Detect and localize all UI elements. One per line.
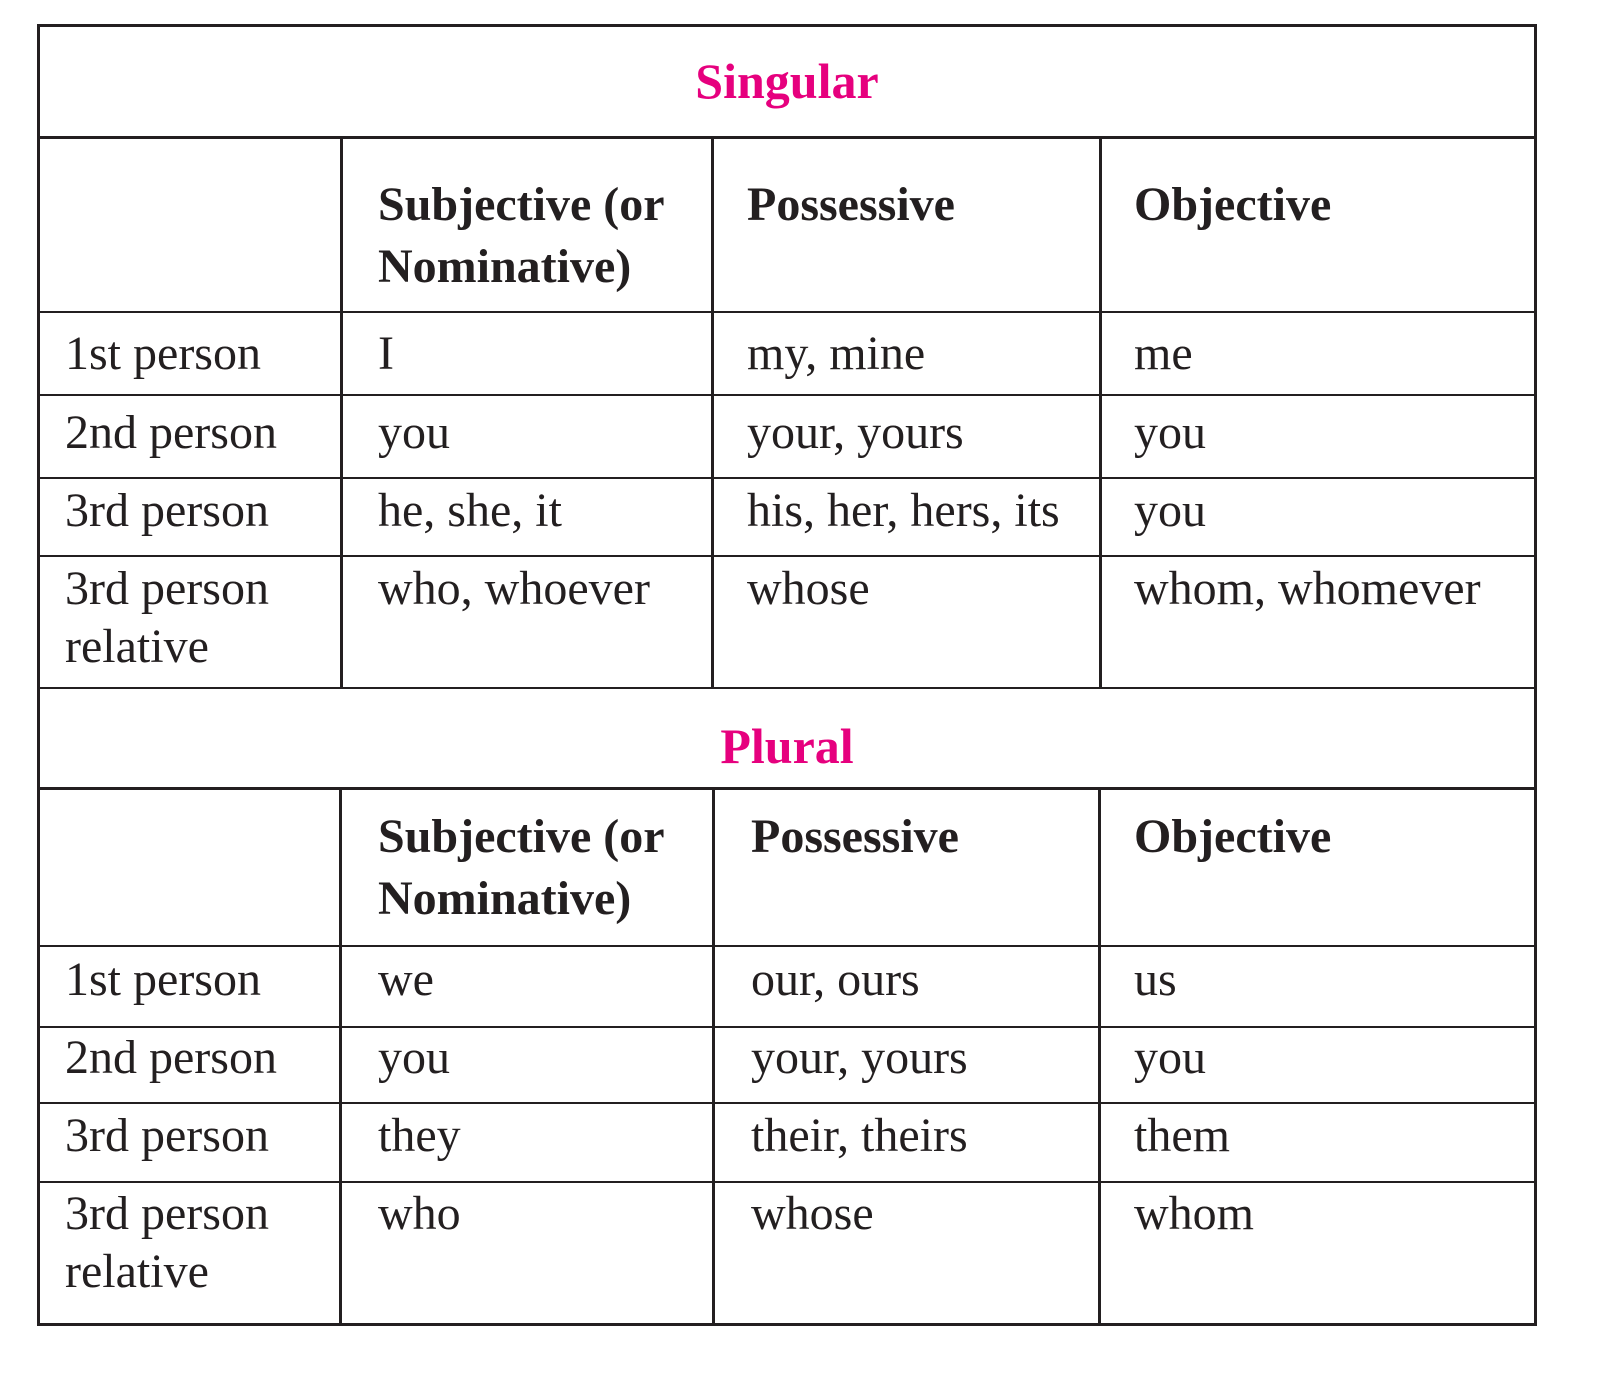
singular-row-3-possessive: his, her, hers, its [747, 484, 1060, 537]
plural-row-4-person: 3rd person relative [65, 1187, 269, 1298]
rule-under-singular-title [37, 136, 1537, 139]
singular-row-3-person: 3rd person [65, 484, 269, 537]
plural-row-1-person: 1st person [65, 953, 261, 1006]
singular-row-1-person: 1st person [65, 327, 261, 380]
rule-under-singular-header [37, 311, 1537, 313]
plural-row-3-possessive: their, theirs [751, 1109, 968, 1162]
plural-title: Plural [720, 718, 854, 774]
plural-row-1-objective: us [1134, 953, 1177, 1006]
plural-row-3-person: 3rd person [65, 1109, 269, 1162]
plural-row-4-objective: whom [1134, 1187, 1254, 1240]
singular-row-4-subjective: who, whoever [378, 562, 650, 615]
singular-row-3-subjective: he, she, it [378, 484, 562, 537]
rule-plural-row-1 [37, 1026, 1537, 1028]
singular-row-2-possessive: your, yours [747, 406, 964, 459]
singular-title: Singular [695, 53, 879, 109]
plural-header-objective: Objective [1134, 810, 1332, 863]
singular-row-2-subjective: you [378, 406, 450, 459]
singular-row-2-objective: you [1134, 406, 1206, 459]
singular-col-rule-3 [1099, 138, 1102, 688]
plural-row-4-possessive: whose [751, 1187, 874, 1240]
singular-row-3-objective: you [1134, 484, 1206, 537]
plural-header-possessive: Possessive [751, 810, 959, 863]
singular-header-subjective: Subjective (or Nominative) [378, 178, 665, 293]
plural-row-1-possessive: our, ours [751, 953, 920, 1006]
rule-under-plural-header [37, 945, 1537, 947]
singular-row-1-objective: me [1134, 327, 1193, 380]
singular-row-4-objective: whom, whomever [1134, 562, 1481, 615]
plural-col-rule-1 [339, 789, 342, 1324]
rule-plural-row-2 [37, 1102, 1537, 1104]
singular-row-4-possessive: whose [747, 562, 870, 615]
singular-row-4-person: 3rd person relative [65, 562, 269, 673]
rule-above-plural-title [37, 687, 1537, 689]
plural-row-3-objective: them [1134, 1109, 1230, 1162]
plural-col-rule-3 [1098, 789, 1101, 1324]
plural-row-1-subjective: we [378, 953, 434, 1006]
plural-header-subjective: Subjective (or Nominative) [378, 810, 665, 925]
rule-singular-row-2 [37, 477, 1537, 479]
singular-row-1-subjective: I [378, 327, 394, 380]
rule-singular-row-1 [37, 394, 1537, 396]
plural-row-2-objective: you [1134, 1031, 1206, 1084]
rule-singular-row-3 [37, 555, 1537, 557]
singular-col-rule-1 [340, 138, 343, 688]
singular-row-1-possessive: my, mine [747, 327, 926, 380]
rule-under-plural-title [37, 787, 1537, 790]
singular-col-rule-2 [711, 138, 714, 688]
plural-row-3-subjective: they [378, 1109, 461, 1162]
singular-row-2-person: 2nd person [65, 406, 277, 459]
plural-row-2-subjective: you [378, 1031, 450, 1084]
singular-header-possessive: Possessive [747, 178, 955, 231]
plural-row-2-person: 2nd person [65, 1031, 277, 1084]
plural-row-2-possessive: your, yours [751, 1031, 968, 1084]
rule-plural-row-3 [37, 1181, 1537, 1183]
plural-col-rule-2 [712, 789, 715, 1324]
plural-row-4-subjective: who [378, 1187, 461, 1240]
singular-header-objective: Objective [1134, 178, 1332, 231]
